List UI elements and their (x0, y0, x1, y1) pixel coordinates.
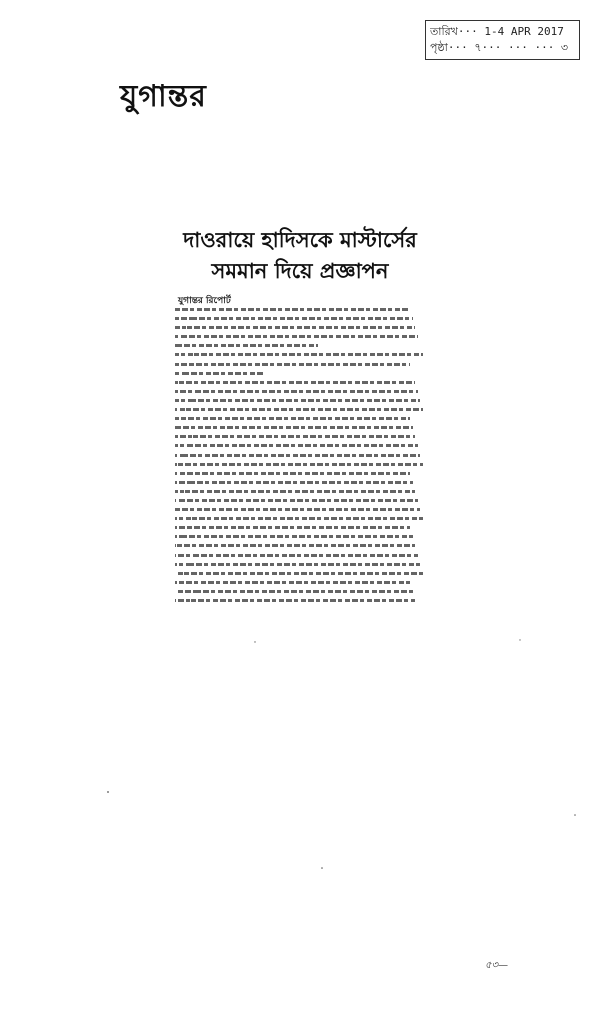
article-text-line (175, 463, 425, 470)
article-text-line (175, 444, 425, 451)
article-headline (165, 225, 435, 287)
stamp-date-line: তারিখ··· 1-4 APR 2017 (430, 25, 564, 38)
article-text-line (175, 535, 425, 542)
article-text-line (175, 563, 425, 570)
article-text-line (175, 526, 425, 533)
article-text-line (175, 499, 425, 506)
article-text-line (175, 490, 425, 497)
date-stamp (425, 20, 580, 60)
article-text-line (175, 353, 425, 360)
article-text-line (175, 581, 425, 588)
article-text-line (175, 554, 425, 561)
article-text-line (175, 544, 425, 551)
stamp-page-line: পৃষ্ঠা··· ৭··· ··· ··· ৩ (430, 41, 569, 54)
article-body-text (175, 306, 425, 606)
headline-line-1: দাওরায়ে হাদিসকে মাস্টার্সের (183, 228, 417, 252)
article-text-line (175, 317, 425, 324)
article-text-line (175, 381, 425, 388)
article-text-line (175, 481, 425, 488)
article-text-line (175, 372, 425, 379)
margin-handwritten-mark: ৫৩— (485, 960, 508, 971)
article-text-line (175, 599, 425, 606)
article-text-line (175, 344, 425, 351)
article-text-line (175, 363, 425, 370)
headline-line-2: সমমান দিয়ে প্রজ্ঞাপন (211, 259, 389, 283)
article-text-line (175, 517, 425, 524)
article-text-line (175, 417, 425, 424)
article-text-line (175, 399, 425, 406)
article-text-line (175, 408, 425, 415)
article-text-line (175, 435, 425, 442)
newspaper-masthead: যুগান্তর (120, 79, 207, 114)
article-text-line (175, 590, 425, 597)
article-text-line (175, 326, 425, 333)
article-text-line (175, 335, 425, 342)
article-text-line (175, 390, 425, 397)
article-byline: যুগান্তর রিপোর্ট (178, 296, 231, 306)
article-text-line (175, 426, 425, 433)
article-text-line (175, 572, 425, 579)
article-text-line (175, 472, 425, 479)
article-text-line (175, 508, 425, 515)
article-text-line (175, 454, 425, 461)
article-text-line (175, 308, 425, 315)
